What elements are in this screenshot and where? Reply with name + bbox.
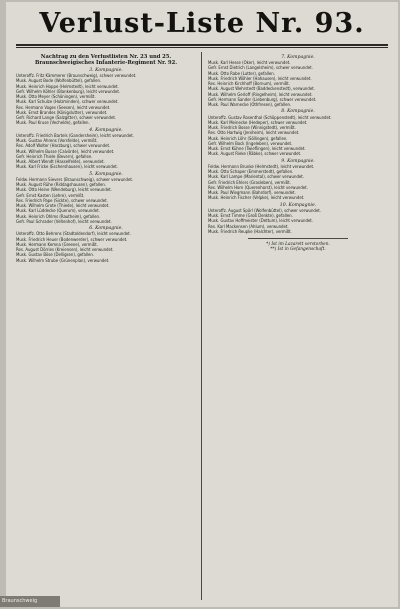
casualty-entry: Res. Wilhelm Horn (Querenhorst), leicht verwundet. <box>208 185 308 191</box>
casualty-entry: Gefr. Friedrich Ehlers (Grasleben), vermißt. <box>208 180 291 186</box>
section-heading: 9. Kompagnie. <box>281 158 315 164</box>
casualty-entry: Musk. Wilhelm Strube (Grünenplan), verwundet. <box>16 258 110 264</box>
casualty-entry: Musk. Karl Schulze (Holzminden), schwer verwundet. <box>16 100 119 106</box>
casualty-entry: Res. Heinrich Kirchhoff (Bornum), vermißt. <box>208 82 290 88</box>
casualty-entry: Musk. Otto Heine (Wendeburg), leicht verwundet. <box>16 188 112 194</box>
casualty-entry: Gefr. Ernst Dietrich (Langelsheim), schwer verwundet. <box>208 66 313 72</box>
casualty-entry: Musk. Gustav Hoffmeister (Dettum), leicht verwundet. <box>208 219 314 225</box>
casualty-entry: Res. August Dörries (Kreiensen), leicht verwundet. <box>16 248 114 254</box>
casualty-entry: Musk. Ernst Brandes (Königslutter), verwundet. <box>16 110 108 116</box>
casualty-entry: Unteroffz. Fritz Kämmerer (Braunschweig), schwer verwundet. <box>16 74 137 80</box>
casualty-entry: Musk. August Wehrstedt (Baddeckenstedt), verwundet. <box>208 87 315 93</box>
casualty-entry: Musk. August Bode (Wolfenbüttel), gefallen. <box>16 79 102 85</box>
casualty-entry: Musk. Heinrich Fischer (Velpke), leicht verwundet. <box>208 196 305 202</box>
casualty-entry: Unteroffz. Gustav Rosenthal (Schöppenstedt), leicht verwundet. <box>208 115 332 121</box>
casualty-entry: Musk. Karl Lüddecke (Querum), verwundet. <box>16 209 100 215</box>
casualty-entry: Gefr. Heinrich Thiele (Bevern), gefallen. <box>16 154 93 160</box>
section-heading: 7. Kompagnie. <box>281 55 315 60</box>
casualty-entry: Musk. Otto Schaper (Emmerstedt), gefallen. <box>208 170 294 176</box>
right-column <box>208 54 388 600</box>
casualty-entry: Musk. Friedrich Reupke (Halchter), vermißt. <box>208 229 292 235</box>
casualty-entry: Musk. Albert Wendt (Hasselfelde), verwundet. <box>16 160 105 166</box>
casualty-entry: Musk. Karl Fricke (Eschershausen), leicht verwundet. <box>16 165 118 171</box>
casualty-entry: Res. Adolf Wolter (Harzburg), schwer verwundet. <box>16 144 111 150</box>
casualty-entry: Gefr. Wilhelm Bock (Ingeleben), verwundet. <box>208 141 293 147</box>
section-heading: 5. Kompagnie. <box>89 171 123 177</box>
casualty-entry: Gefr. Paul Schrader (Veltenhof), leicht verwundet. <box>16 219 112 225</box>
casualty-entry: Musk. Gustav Böse (Delligsen), gefallen. <box>16 253 95 259</box>
column-divider <box>201 52 202 600</box>
casualty-entry: Musk. Friedrich Bosse (Winnigstedt), vermißt. <box>208 126 296 132</box>
casualty-entry: Musk. Friedrich Heuer (Bodenwerder), schwer verwundet. <box>16 237 128 243</box>
casualty-entry: Unteroffz. August Spörl (Wolfenbüttel), schwer verwundet. <box>208 208 321 214</box>
footer-text: Braunschweig <box>2 598 38 604</box>
casualty-entry: Musk. Karl Lampe (Mariental), schwer verwundet. <box>208 175 305 181</box>
title-rule-thin <box>16 47 388 48</box>
footnote: **) Ist in Gefangenschaft. <box>270 247 326 253</box>
casualty-entry: Res. Friedrich Pape (Sickte), schwer verwundet. <box>16 198 108 204</box>
section-heading: 6. Kompagnie. <box>89 226 123 232</box>
section-heading: 4. Kompagnie. <box>89 127 123 133</box>
casualty-entry: Unteroffz. Otto Behrens (Stadtoldendorf), leicht verwundet. <box>16 232 131 238</box>
page-title: Verlust-Liste Nr. 93. <box>39 8 365 39</box>
section-heading: 8. Kompagnie. <box>281 109 315 115</box>
casualty-entry: Musk. Heinrich Hoppe (Helmstedt), leicht verwundet. <box>16 84 119 90</box>
notes-rule <box>248 238 348 239</box>
casualty-entry: Musk. Heinrich Ohlms (Rautheim), gefallen. <box>16 214 101 220</box>
casualty-entry: Musk. August Rieke (Räbke), schwer verwundet. <box>208 152 302 158</box>
casualty-entry: Musk. Paul Kruse (Vechelde), gefallen. <box>16 121 90 127</box>
casualty-entry: Musk. Friedrich Wöhler (Hahausen), leicht verwundet. <box>208 76 312 82</box>
casualty-entry: Musk. Paul Wiegmann (Bahrdorf), verwundet. <box>208 191 296 197</box>
casualty-entry: Musk. Wilhelm Grote (Thiede), leicht verwundet. <box>16 204 110 210</box>
casualty-entry: Musk. Gustav Ahrens (Vorsfelde), vermißt. <box>16 139 98 145</box>
casualty-entry: Musk. Heinrich Löhr (Söllingen), gefallen. <box>208 136 288 142</box>
casualty-entry: Musk. Hermann Kemna (Greene), vermißt. <box>16 242 98 248</box>
section-heading: 3. Kompagnie. <box>89 68 123 73</box>
casualty-entry: Res. Otto Hartwig (Jerxheim), leicht verwundet. <box>208 131 300 137</box>
casualty-entry: Musk. Karl Meinecke (Hedeper), schwer verwundet. <box>208 120 308 126</box>
newspaper-page <box>6 2 398 607</box>
casualty-entry: Musk. Ernst Kühne (Twieflingen), leicht verwundet. <box>208 147 306 153</box>
casualty-entry: Musk. Ernst Timme (Groß Denkte), gefallen. <box>208 214 293 220</box>
casualty-entry: Res. Hermann Voges (Seesen), leicht verwundet. <box>16 105 111 111</box>
casualty-entry: Musk. Wilhelm Gerloff (Ringelheim), leicht verwundet. <box>208 92 313 98</box>
intro-heading: Nachtrag zu den Verlustlisten Nr. 23 und 25. Braunschweigisches Infanterie-Regiment Nr. 92. <box>34 54 178 66</box>
casualty-entry: Unteroffz. Friedrich Bartels (Gandersheim), leicht verwundet. <box>16 133 135 139</box>
casualty-entry: Musk. Wilhelm Busse (Calvörde), leicht verwundet. <box>16 149 115 155</box>
casualty-entry: Musk. August Rühe (Riddagshausen), gefallen. <box>16 183 107 189</box>
casualty-entry: Gefr. Ernst Kasten (Lehre), vermißt. <box>16 193 85 199</box>
title-rule <box>16 44 388 46</box>
casualty-entry: Musk. Otto Rabe (Lutter), gefallen. <box>208 71 275 77</box>
casualty-entry: Res. Karl Mackensen (Ahlum), verwundet. <box>208 224 289 230</box>
casualty-entry: Gefr. Richard Lange (Salzgitter), schwer verwundet. <box>16 116 117 122</box>
casualty-entry: Gefr. Hermann Sander (Liebenburg), schwer verwundet. <box>208 97 317 103</box>
casualty-entry: Gefr. Wilhelm Köhler (Blankenburg), leicht verwundet. <box>16 89 121 95</box>
section-heading: 10. Kompagnie. <box>279 202 317 208</box>
left-column <box>16 54 196 600</box>
casualty-entry: Feldw. Hermann Brunke (Helmstedt), leicht verwundet. <box>208 164 315 170</box>
casualty-entry: Musk. Otto Meyer (Schöningen), vermißt. <box>16 95 96 101</box>
casualty-entry: Feldw. Hermann Sievers (Braunschweig), schwer verwundet. <box>16 177 134 183</box>
casualty-entry: Musk. Paul Warnecke (Othfresen), gefallen. <box>208 103 292 109</box>
casualty-entry: Musk. Karl Hesse (Oker), leicht verwundet. <box>208 61 291 67</box>
footnote: *) Ist im Lazarett verstorben. <box>266 242 330 248</box>
